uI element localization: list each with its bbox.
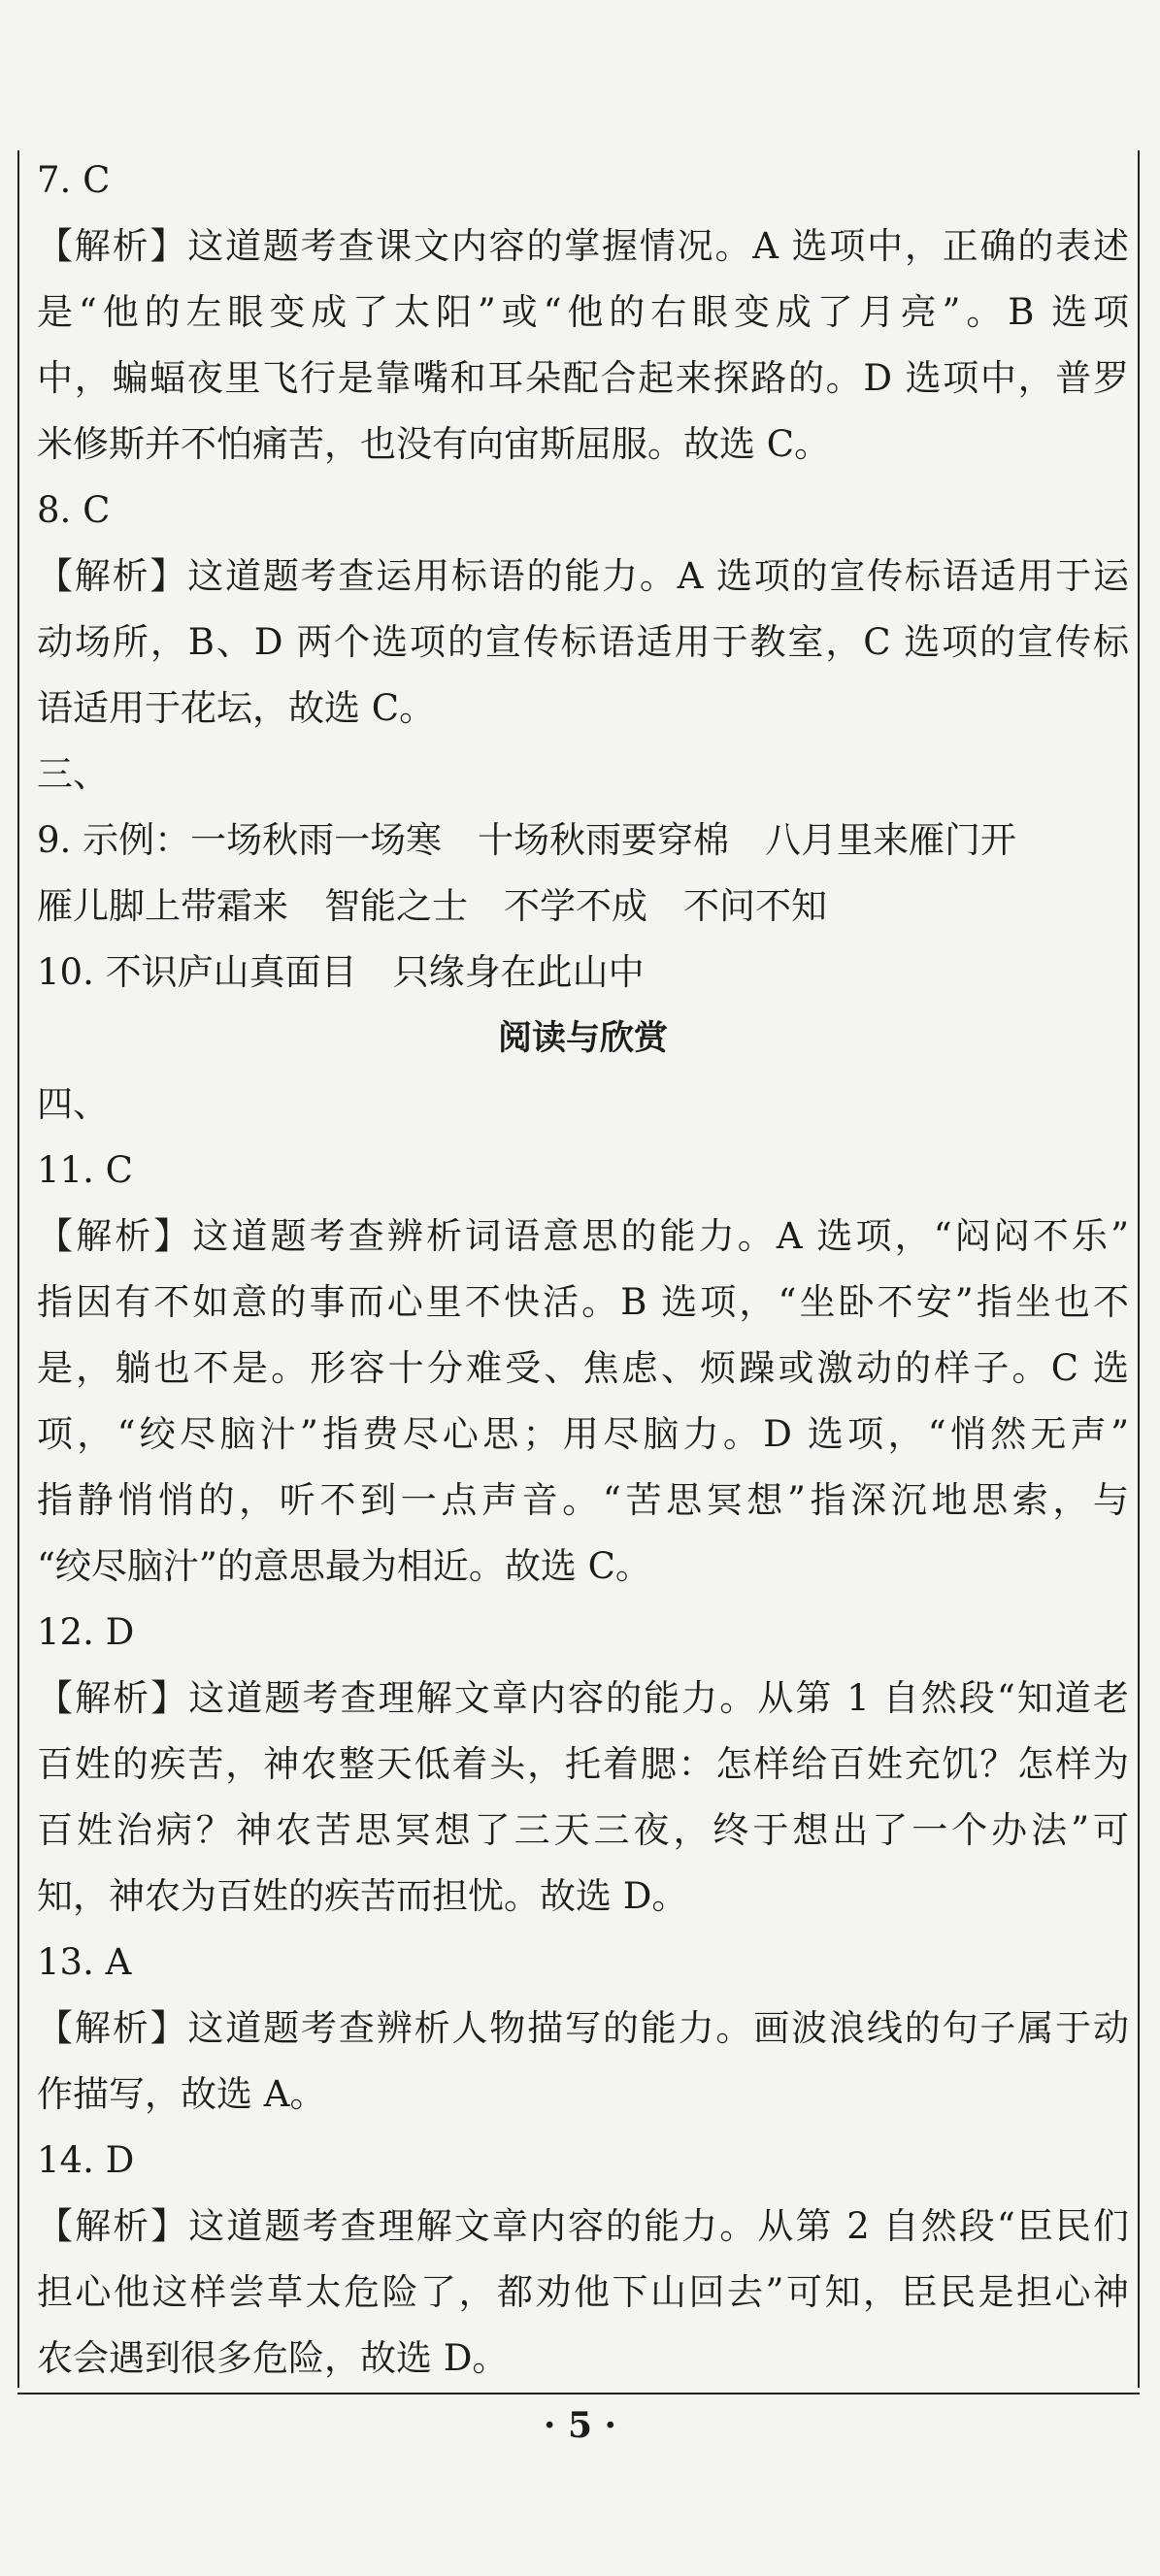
page-number: · 5 · <box>543 2405 617 2446</box>
explanation-line: 雁儿脚上带霜来 智能之士 不学不成 不问不知 <box>37 885 827 927</box>
answer-number: 11. C <box>37 1149 133 1191</box>
explanation-line: 【解析】这道题考查理解文章内容的能力。从第 2 自然段“臣民们 <box>37 2205 1129 2247</box>
explanation-line: 百姓的疾苦，神农整天低着头，托着腮：怎样给百姓充饥？怎样为 <box>37 1743 1129 1785</box>
answer-number: 四、 <box>37 1083 109 1125</box>
explanation-line: 作描写，故选 A。 <box>37 2073 326 2115</box>
explanation-line: 是“他的左眼变成了太阳”或“他的右眼变成了月亮”。B 选项 <box>37 291 1129 333</box>
explanation-line: “绞尽脑汁”的意思最为相近。故选 C。 <box>37 1545 651 1587</box>
explanation-line: 【解析】这道题考查理解文章内容的能力。从第 1 自然段“知道老 <box>37 1677 1129 1719</box>
answers-part-1 <box>37 148 1129 1006</box>
explanation-line: 是，躺也不是。形容十分难受、焦虑、烦躁或激动的样子。C 选 <box>37 1347 1129 1389</box>
explanation-line: 动场所，B、D 两个选项的宣传标语适用于教室，C 选项的宣传标 <box>37 621 1129 663</box>
answer-number: 14. D <box>37 2139 135 2181</box>
explanation-line: 语适用于花坛，故选 C。 <box>37 687 436 729</box>
answer-content <box>37 148 1129 2392</box>
explanation-line: 【解析】这道题考查辨析人物描写的能力。画波浪线的句子属于动 <box>37 2007 1129 2049</box>
answer-number: 13. A <box>37 1941 132 1983</box>
explanation-line: 中，蝙蝠夜里飞行是靠嘴和耳朵配合起来探路的。D 选项中，普罗 <box>37 357 1129 399</box>
explanation-line: 9. 示例：一场秋雨一场寒 十场秋雨要穿棉 八月里来雁门开 <box>37 819 1017 861</box>
explanation-line: 项，“绞尽脑汁”指费尽心思；用尽脑力。D 选项，“悄然无声” <box>37 1413 1129 1455</box>
explanation-line: 【解析】这道题考查辨析词语意思的能力。A 选项，“闷闷不乐” <box>37 1215 1129 1257</box>
explanation-line: 米修斯并不怕痛苦，也没有向宙斯屈服。故选 C。 <box>37 423 831 465</box>
answer-number: 三、 <box>37 753 109 795</box>
explanation-line: 农会遇到很多危险，故选 D。 <box>37 2337 509 2379</box>
explanation-line: 【解析】这道题考查课文内容的掌握情况。A 选项中，正确的表述 <box>37 225 1129 267</box>
answer-number: 12. D <box>37 1611 135 1653</box>
answers-part-2 <box>37 1072 1129 2392</box>
section-title: 阅读与欣赏 <box>497 1019 668 1058</box>
bottom-border-rule <box>17 2393 1140 2394</box>
explanation-line: 百姓治病？神农苦思冥想了三天三夜，终于想出了一个办法”可 <box>37 1809 1129 1851</box>
left-border-rule <box>17 150 19 2388</box>
explanation-line: 10. 不识庐山真面目 只缘身在此山中 <box>37 951 645 993</box>
explanation-line: 知，神农为百姓的疾苦而担忧。故选 D。 <box>37 1875 688 1917</box>
explanation-line: 指因有不如意的事而心里不快活。B 选项，“坐卧不安”指坐也不 <box>37 1281 1129 1323</box>
right-border-rule <box>1138 150 1140 2388</box>
explanation-line: 【解析】这道题考查运用标语的能力。A 选项的宣传标语适用于运 <box>37 555 1129 597</box>
explanation-line: 担心他这样尝草太危险了，都劝他下山回去”可知，臣民是担心神 <box>37 2271 1129 2313</box>
explanation-line: 指静悄悄的，听不到一点声音。“苦思冥想”指深沉地思索，与 <box>37 1479 1129 1521</box>
answer-number: 8. C <box>37 489 111 531</box>
answer-number: 7. C <box>37 159 111 201</box>
